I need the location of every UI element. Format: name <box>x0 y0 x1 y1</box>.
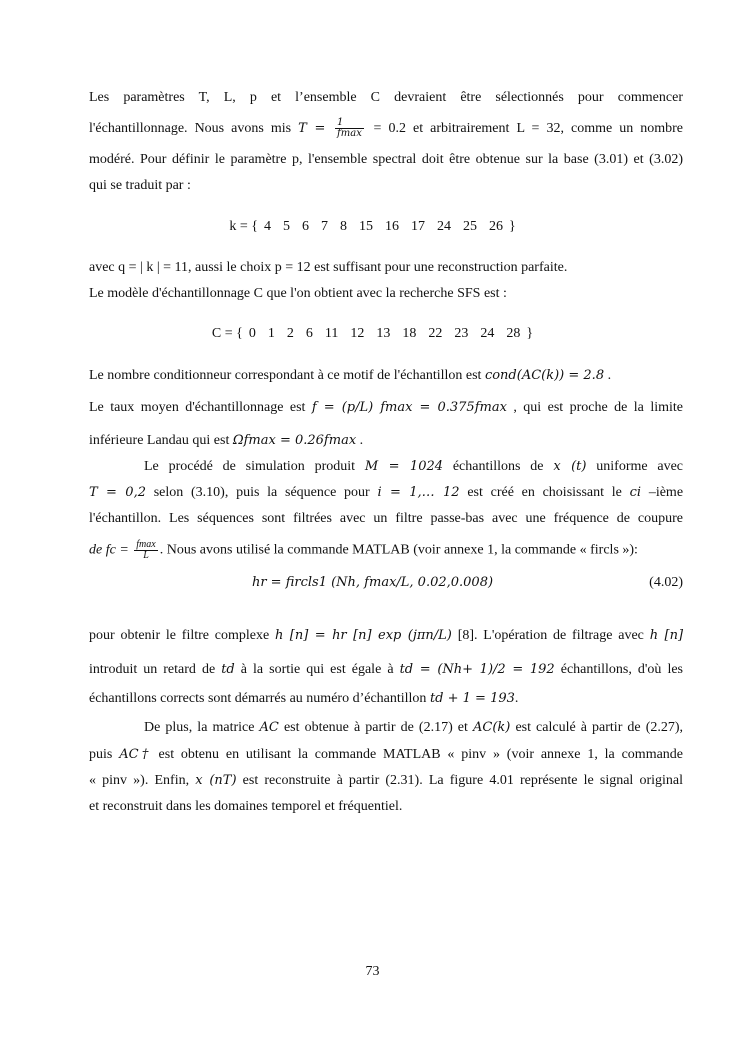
cutoff-fraction <box>134 540 157 561</box>
period-frac-den: fmax <box>337 128 362 139</box>
para6-line1 <box>89 719 683 737</box>
para1-line2-text-a: l'échantillonnage. Nous avons mis <box>89 121 292 136</box>
para1-line2 <box>89 118 683 139</box>
set-c-close: } <box>526 326 534 341</box>
period-lhs: T = <box>298 121 326 136</box>
para3-line2-text-b: , qui est proche de la limite <box>513 400 683 415</box>
para5-line3-text-a: échantillons corrects sont démarrés au numéro d’échantillon <box>89 691 427 706</box>
para3-line3-text-a: inférieure Landau qui est <box>89 433 230 448</box>
para4-line1-text-c: uniforme avec <box>596 459 684 474</box>
set-k-element: 5 <box>282 219 290 234</box>
para1-line2-text-c: L = 32, comme un nombre <box>516 121 684 136</box>
set-c-element: 2 <box>286 326 294 341</box>
para4-line2-text-b: selon (3.10), puis la séquence pour <box>153 485 370 500</box>
period-fraction <box>335 118 364 139</box>
para3-line1-text-a: Le nombre conditionneur correspondant à ce motif de l'échantillon est <box>89 368 482 383</box>
set-c-element: 24 <box>480 326 495 341</box>
matrix-ac-dagger: AC† <box>119 747 152 762</box>
para5-line1-text-b: [8]. L'opération de filtrage avec <box>457 628 644 643</box>
para5-line2-text-b: à la sortie qui est égale à <box>240 662 394 677</box>
para3-line2 <box>89 399 683 417</box>
set-c-values <box>243 326 526 341</box>
fircls-formula: hr = fircls1 (Nh, fmax/L, 0.02,0.008) <box>251 575 494 590</box>
para4-line3: l'échantillon. Les séquences sont filtrées avec un filtre passe-bas avec une fréquence de coupure <box>89 511 683 526</box>
signal-xt: x (t) <box>553 459 587 474</box>
set-k-element: 17 <box>410 219 425 234</box>
set-c-element: 11 <box>324 326 339 341</box>
cutoff-frac-num: fmax <box>136 539 156 550</box>
set-k-close: } <box>508 219 516 234</box>
cutoff-lhs: de fc = <box>89 542 129 558</box>
para1-line2-text-b: = 0.2 et arbitrairement <box>373 121 510 136</box>
set-c-element: 23 <box>454 326 469 341</box>
spectral-set-k <box>0 218 745 236</box>
para6-line2 <box>89 746 683 764</box>
page-number: 73 <box>365 964 380 979</box>
equation-number: (4.02) <box>649 575 683 590</box>
para5-line2-text-a: introduit un retard de <box>89 662 216 677</box>
para6-line1-text-a: De plus, la matrice <box>144 720 255 735</box>
signal-xnt: x (nT) <box>195 773 237 788</box>
para3-line3 <box>89 432 683 450</box>
set-c-element: 1 <box>267 326 275 341</box>
para6-line4: et reconstruit dans les domaines temporel et fréquentiel. <box>89 799 403 814</box>
para2-line1: avec q = | k | = 11, aussi le choix p = 12 est suffisant pour une reconstruction parfaite. <box>89 260 568 275</box>
set-c-element: 6 <box>305 326 313 341</box>
para6-line3-text-a: « pinv »). Enfin, <box>89 773 190 788</box>
delay-td: td <box>221 662 235 677</box>
para6-line3-text-b: est reconstruite à partir (2.31). La figure 4.01 représente le signal original <box>242 773 683 788</box>
para1-line4: qui se traduit par : <box>89 178 191 193</box>
period-formula <box>298 117 373 139</box>
para6-line2-text-b: est obtenu en utilisant la commande MATLAB « pinv » (voir annexe 1, la commande <box>158 747 684 762</box>
start-sample-formula: td + 1 = 193 <box>429 691 515 706</box>
set-k-element: 25 <box>462 219 477 234</box>
para4-line2 <box>89 484 683 502</box>
para5-line3-text-b: . <box>514 691 519 706</box>
condition-number-formula: cond(AC(k)) = 2.8 <box>484 368 605 383</box>
para6-line1-text-c: est calculé à partir de (2.27), <box>515 720 684 735</box>
para4-line4 <box>89 540 683 561</box>
para4-line1-text-b: échantillons de <box>452 459 544 474</box>
para4-line1 <box>89 458 683 476</box>
para4-line1-text-a: Le procédé de simulation produit <box>144 459 356 474</box>
matrix-ack: AC(k) <box>473 720 511 735</box>
para4-line2-text-d: –ième <box>648 485 684 500</box>
set-c-element: 0 <box>248 326 256 341</box>
para4-line4-text-b: . Nous avons utilisé la commande MATLAB (voir annexe 1, la commande « fircls »): <box>159 542 638 558</box>
set-k-element: 16 <box>384 219 399 234</box>
filter-hn: h [n] <box>649 628 684 643</box>
set-k-element: 8 <box>339 219 347 234</box>
set-k-element: 6 <box>301 219 309 234</box>
set-c-element: 18 <box>402 326 417 341</box>
delay-formula: td = (Nh+ 1)/2 = 192 <box>399 662 555 677</box>
para3-line1 <box>89 367 683 385</box>
set-k-element: 4 <box>263 219 271 234</box>
para5-line1-text-a: pour obtenir le filtre complexe <box>89 628 270 643</box>
set-c-element: 13 <box>376 326 391 341</box>
para3-line3-text-b: . <box>359 433 364 448</box>
set-k-element: 24 <box>436 219 451 234</box>
set-k-element: 7 <box>320 219 328 234</box>
para5-line2-text-c: échantillons, d'où les <box>560 662 684 677</box>
para1-line1: Les paramètres T, L, p et l’ensemble C devraient être sélectionnés pour commencer <box>89 90 683 105</box>
para6-line2-text-a: puis <box>89 747 113 762</box>
landau-bound-formula: Ωfmax = 0.26fmax <box>232 433 357 448</box>
para5-line2 <box>89 661 683 679</box>
complex-filter-formula: h [n] = hr [n] exp (jπn/L) <box>275 628 452 643</box>
para5-line3 <box>89 690 683 708</box>
para6-line1-text-b: est obtenue à partir de (2.17) et <box>283 720 468 735</box>
set-c-label: C = { <box>211 326 243 341</box>
para6-line3 <box>89 772 683 790</box>
para3-line1-text-b: . <box>607 368 612 383</box>
para5-line1 <box>89 627 683 645</box>
set-k-values <box>258 219 509 234</box>
sample-count-formula: M = 1024 <box>364 459 444 474</box>
set-c-element: 12 <box>350 326 365 341</box>
set-k-element: 26 <box>488 219 503 234</box>
matrix-ac: AC <box>259 720 279 735</box>
sampling-rate-formula: f = (p/L) fmax = 0.375fmax <box>311 400 507 415</box>
set-k-element: 15 <box>358 219 373 234</box>
set-c-element: 22 <box>428 326 443 341</box>
equation-4-02 <box>0 574 745 592</box>
para4-line2-text-c: est créé en choisissant le <box>467 485 622 500</box>
set-c-element: 28 <box>506 326 521 341</box>
para3-line2-text-a: Le taux moyen d'échantillonnage est <box>89 400 306 415</box>
cutoff-frac-den: L <box>143 550 149 561</box>
index-range-formula: i = 1,… 12 <box>377 485 460 500</box>
set-k-label: k = { <box>229 219 258 234</box>
period-value: T = 0,2 <box>89 485 146 500</box>
sampling-set-c <box>0 325 745 343</box>
ci-symbol: ci <box>629 485 642 500</box>
para2-line2: Le modèle d'échantillonnage C que l'on obtient avec la recherche SFS est : <box>89 286 507 301</box>
period-frac-num: 1 <box>335 118 364 129</box>
para1-line3: modéré. Pour définir le paramètre p, l'ensemble spectral doit être obtenue sur la base (3.01) et (3.02) <box>89 152 683 167</box>
